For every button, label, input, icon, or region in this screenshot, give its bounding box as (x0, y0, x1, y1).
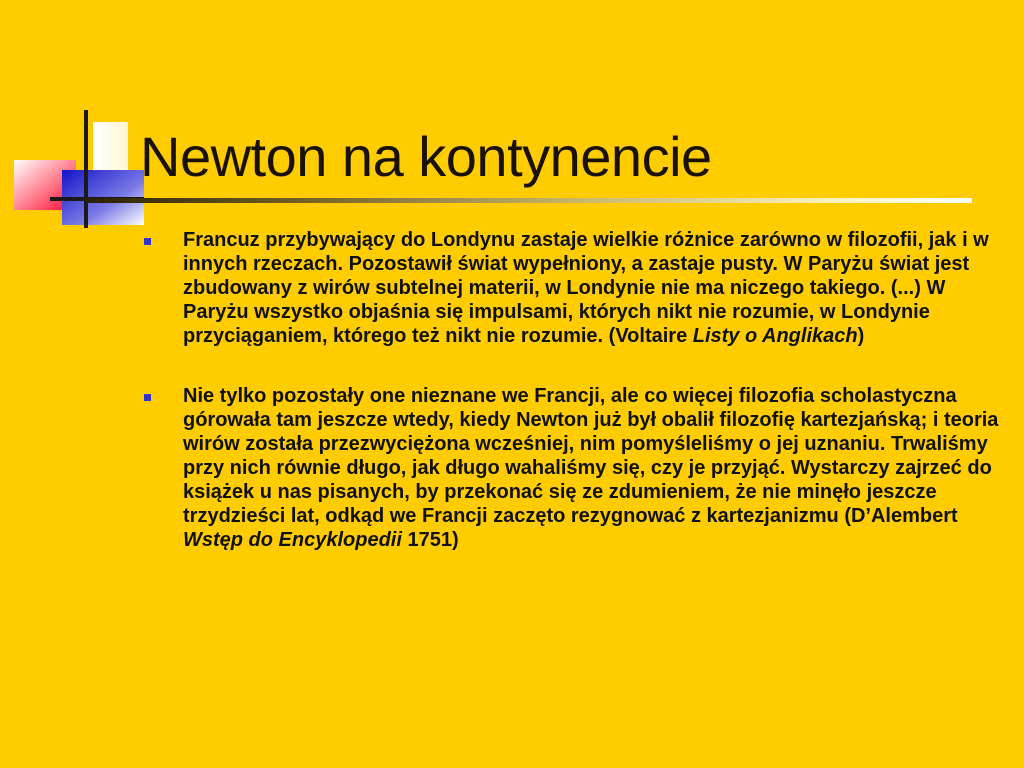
logo-vertical-line (84, 110, 88, 228)
slide-title: Newton na kontynencie (140, 125, 712, 188)
bullet-square-icon (144, 394, 151, 401)
decorative-logo-icon (0, 0, 150, 240)
bullet-citation-tail: 1751) (401, 529, 459, 551)
logo-white-square (93, 122, 128, 172)
bullet-square-icon (144, 238, 151, 245)
bullet-list (140, 228, 1000, 552)
bullet-citation-title: Wstęp do Encyklopedii (183, 529, 402, 551)
bullet-item-dalembert (140, 384, 1000, 552)
bullet-citation-title: Listy o Anglikach (692, 325, 858, 347)
bullet-item-voltaire (140, 228, 1000, 348)
title-underline (86, 198, 972, 203)
bullet-text: Nie tylko pozostały one nieznane we Francji, ale co więcej filozofia scholastyczna górowała tam jeszcze wtedy, kiedy Newton już był obalił filozofię kartezjańską; i teoria wirów została przezwyciężona wcześniej, nim pomyśleliśmy o jej uznaniu. Trwaliśmy przy nich równie długo, jak długo wahaliśmy się, czy je przyjąć. Wystarczy zajrzeć do książek u nas pisanych, by przekonać się ze zdumieniem, że nie minęło jeszcze trzydzieści lat, odkąd we Francji zaczęto rezygnować z kartezjanizmu (D’Alembert (183, 385, 999, 527)
bullet-citation-tail: ) (857, 325, 865, 347)
bullet-text: Francuz przybywający do Londynu zastaje wielkie różnice zarówno w filozofii, jak i w innych rzeczach. Pozostawił świat wypełniony, a zastaje pusty. W Paryżu świat jest zbudowany z wirów subtelnej materii, w Londynie nie ma niczego takiego. (...) W Paryżu wszystko objaśnia się impulsami, których nikt nie rozumie, w Londynie przyciąganiem, którego też nikt nie rozumie. (Voltaire (183, 229, 989, 347)
